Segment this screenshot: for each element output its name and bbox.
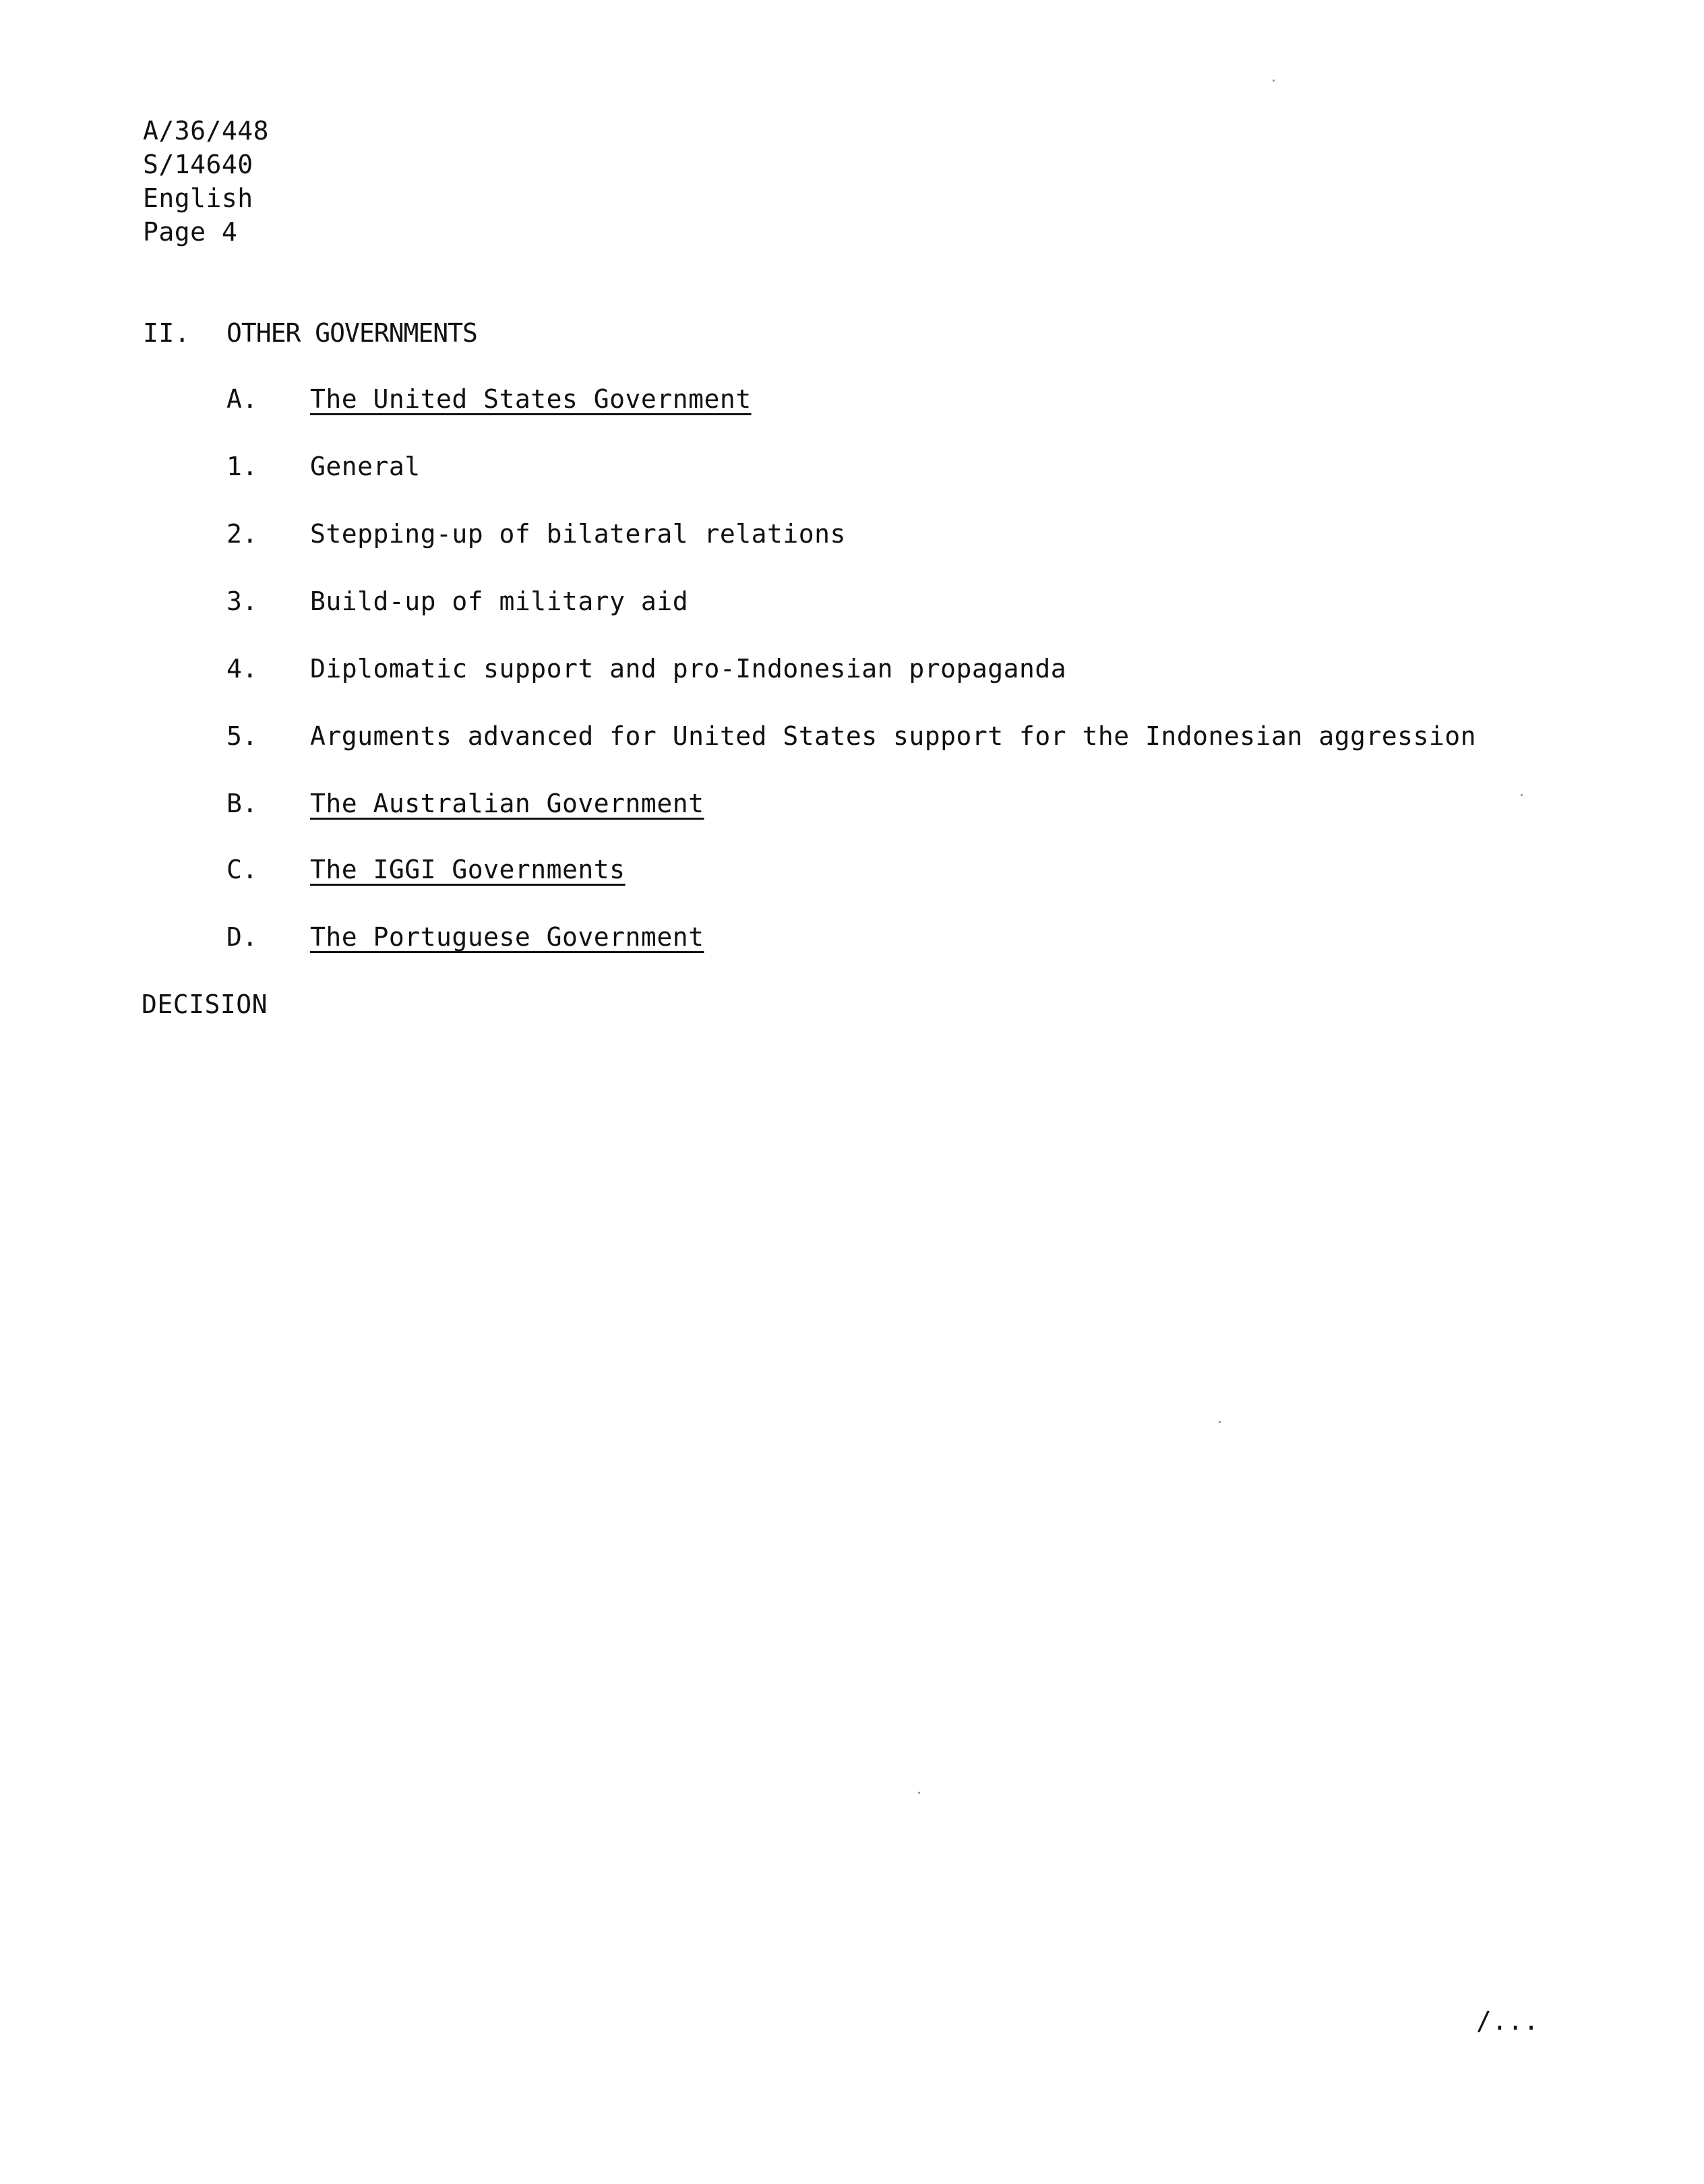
doc-symbol-1: A/36/448 <box>143 116 270 146</box>
doc-symbol-2: S/14640 <box>143 150 253 179</box>
item-label-c: C. <box>226 855 258 884</box>
scan-speck <box>918 1792 920 1794</box>
item-text-d: The Portuguese Government <box>310 922 704 952</box>
item-label-d: D. <box>226 922 258 952</box>
item-label-5: 5. <box>226 721 258 751</box>
item-text-c: The IGGI Governments <box>310 855 626 884</box>
item-label-1: 1. <box>226 452 258 481</box>
scan-speck <box>1219 1421 1221 1423</box>
item-text-2: Stepping-up of bilateral relations <box>310 519 846 549</box>
doc-language: English <box>143 183 253 213</box>
scan-speck <box>1273 80 1275 82</box>
section-title: OTHER GOVERNMENTS <box>226 318 477 348</box>
item-text-3: Build-up of military aid <box>310 586 689 616</box>
item-text-5: Arguments advanced for United States support for the Indonesian aggression <box>310 721 1476 751</box>
item-label-b: B. <box>226 789 258 818</box>
page-number: Page 4 <box>143 217 238 247</box>
item-text-a: The United States Government <box>310 384 752 414</box>
decision-heading: DECISION <box>142 990 268 1019</box>
item-text-b: The Australian Government <box>310 789 704 818</box>
item-text-1: General <box>310 452 421 481</box>
item-label-3: 3. <box>226 586 258 616</box>
continuation-mark: /... <box>1476 2006 1540 2036</box>
section-number: II. <box>143 318 191 348</box>
item-text-4: Diplomatic support and pro-Indonesian propaganda <box>310 654 1067 684</box>
item-label-a: A. <box>226 384 258 414</box>
item-label-2: 2. <box>226 519 258 549</box>
scan-speck <box>1521 794 1523 796</box>
item-label-4: 4. <box>226 654 258 684</box>
